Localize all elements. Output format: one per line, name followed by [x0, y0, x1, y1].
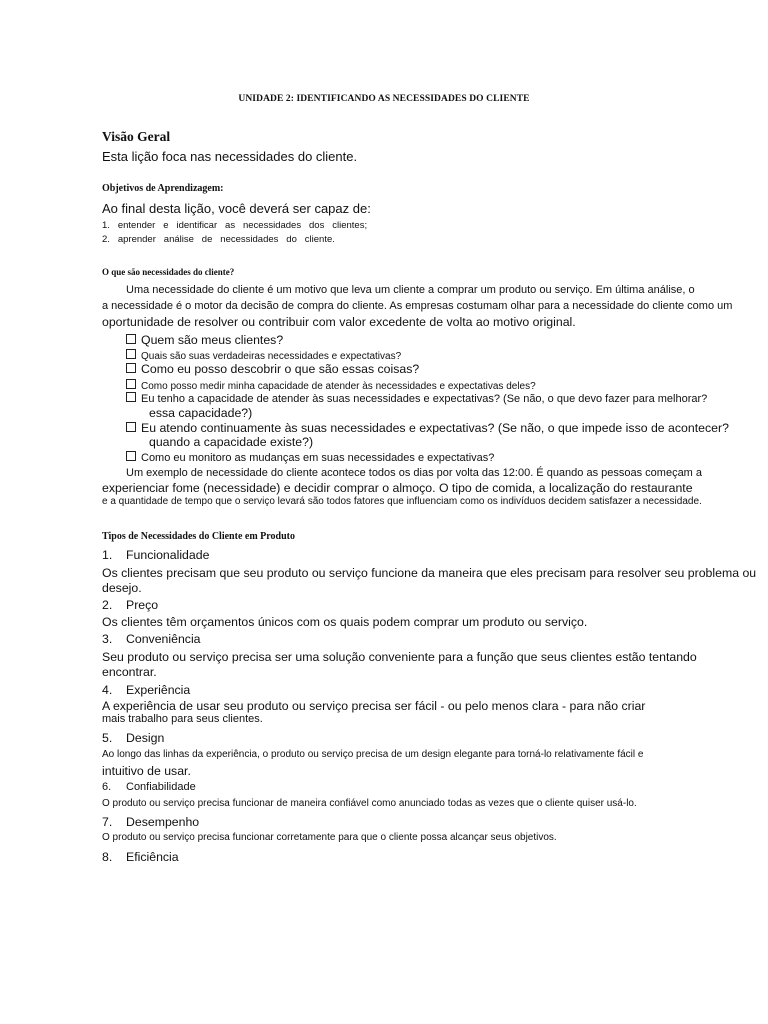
- checkbox-icon: [126, 379, 136, 389]
- type-title: 2. Preço: [102, 598, 159, 612]
- type-title: 7. Desempenho: [102, 815, 200, 829]
- checkbox-icon: [126, 392, 136, 402]
- type-desc: mais trabalho para seus clientes.: [102, 713, 263, 725]
- objective-item: 2. aprender análise de necessidades do cliente.: [102, 234, 335, 245]
- question-continuation: essa capacidade?): [149, 406, 253, 420]
- question-item: Eu atendo continuamente às suas necessidades e expectativas? (Se não, o que impede isso de acontecer?: [126, 421, 729, 435]
- example-line: experienciar fome (necessidade) e decidir comprar o almoço. O tipo de comida, a localização do restaurante: [102, 481, 693, 495]
- objectives-heading: Objetivos de Aprendizagem:: [102, 183, 224, 194]
- types-heading: Tipos de Necessidades do Cliente em Produto: [102, 531, 295, 542]
- type-desc: Os clientes têm orçamentos únicos com os quais podem comprar um produto ou serviço.: [102, 615, 588, 629]
- type-title: 1. Funcionalidade: [102, 548, 210, 562]
- unit-title: UNIDADE 2: IDENTIFICANDO AS NECESSIDADES DO CLIENTE: [238, 94, 530, 104]
- overview-heading: Visão Geral: [102, 129, 171, 144]
- question-item: Como posso medir minha capacidade de atender às necessidades e expectativas deles?: [126, 379, 536, 392]
- what-are-para-line: a necessidade é o motor da decisão de compra do cliente. As empresas costumam olhar para a necessidade do cliente como um: [102, 300, 733, 312]
- question-continuation: quando a capacidade existe?): [149, 435, 314, 449]
- example-line: e a quantidade de tempo que o serviço levará são todos fatores que influenciam como os indivíduos decidem satisfazer a necessidade.: [102, 496, 702, 507]
- what-are-para-line: oportunidade de resolver ou contribuir com valor excedente de volta ao motivo original.: [102, 315, 576, 329]
- question-item: Como eu monitoro as mudanças em suas necessidades e expectativas?: [126, 451, 494, 464]
- type-desc: intuitivo de usar.: [102, 764, 191, 778]
- type-title: 5. Design: [102, 731, 165, 745]
- type-desc: Os clientes precisam que seu produto ou serviço funcione da maneira que eles precisam para resolver seu problema ou: [102, 566, 757, 580]
- type-desc: O produto ou serviço precisa funcionar de maneira confiável como anunciado todas as vezes que o cliente quiser usá-lo.: [102, 798, 637, 809]
- what-are-para-line: Uma necessidade do cliente é um motivo que leva um cliente a comprar um produto ou serviço. Em última análise, o: [126, 284, 695, 296]
- type-desc: O produto ou serviço precisa funcionar corretamente para que o cliente possa alcançar seus objetivos.: [102, 832, 557, 843]
- type-title: 4. Experiência: [102, 683, 191, 697]
- question-item: Como eu posso descobrir o que são essas coisas?: [126, 362, 419, 376]
- checkbox-icon: [126, 349, 136, 359]
- checkbox-icon: [126, 451, 136, 461]
- question-item: Quem são meus clientes?: [126, 333, 283, 347]
- question-item: Eu tenho a capacidade de atender às suas necessidades e expectativas? (Se não, o que devo fazer para melhorar?: [126, 392, 707, 405]
- type-desc: Seu produto ou serviço precisa ser uma solução conveniente para a função que seus clientes estão tentando: [102, 650, 697, 664]
- checkbox-icon: [126, 422, 136, 432]
- type-title: 6. Confiabilidade: [102, 781, 196, 793]
- objectives-intro: Ao final desta lição, você deverá ser capaz de:: [102, 201, 371, 216]
- type-title: 3. Conveniência: [102, 632, 201, 646]
- type-desc: desejo.: [102, 581, 142, 595]
- question-item: Quais são suas verdadeiras necessidades e expectativas?: [126, 349, 401, 362]
- type-desc: A experiência de usar seu produto ou serviço precisa ser fácil - ou pelo menos clara - para não criar: [102, 699, 646, 713]
- checkbox-icon: [126, 363, 136, 373]
- type-desc: encontrar.: [102, 665, 157, 679]
- type-title: 8. Eficiência: [102, 850, 179, 864]
- overview-text: Esta lição foca nas necessidades do cliente.: [102, 149, 358, 164]
- objective-item: 1. entender e identificar as necessidades dos clientes;: [102, 220, 368, 231]
- checkbox-icon: [126, 334, 136, 344]
- what-are-heading: O que são necessidades do cliente?: [102, 267, 235, 277]
- type-desc: Ao longo das linhas da experiência, o produto ou serviço precisa de um design elegante para torná-lo relativamente fácil e: [102, 749, 644, 760]
- example-line: Um exemplo de necessidade do cliente acontece todos os dias por volta das 12:00. É quando as pessoas começam a: [126, 467, 703, 479]
